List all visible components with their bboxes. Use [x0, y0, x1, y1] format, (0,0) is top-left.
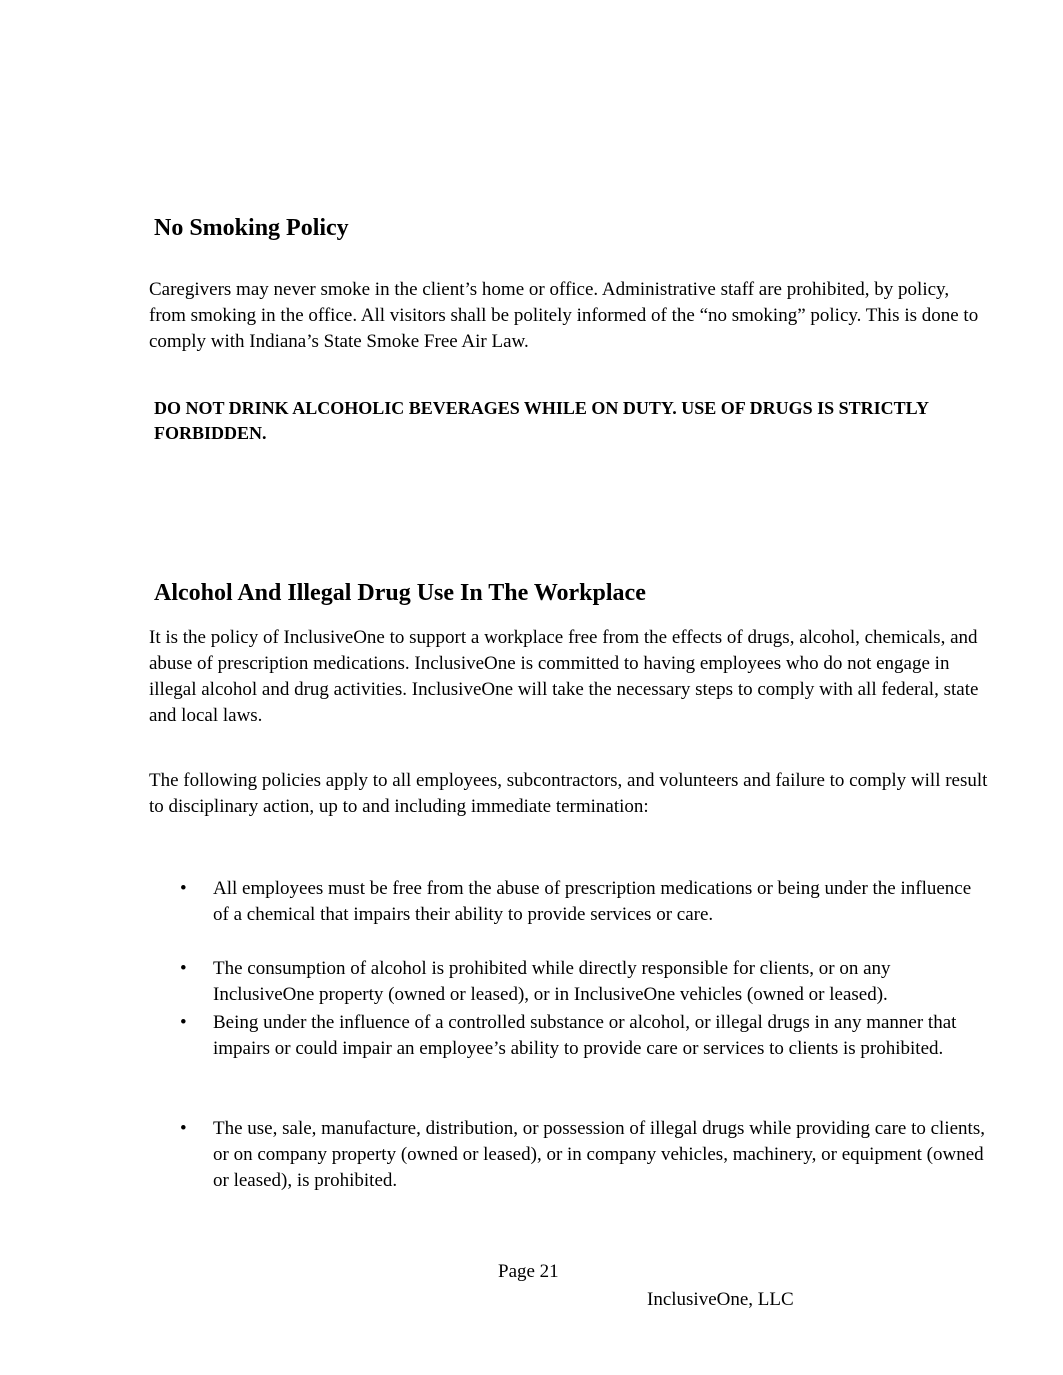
bullet-icon: • — [180, 958, 187, 979]
list-item-text: The use, sale, manufacture, distribution, or possession of illegal drugs while providing care to clients, or on company property (owned or leased), or in company vehicles, machinery, or equipment (owned or leased), is prohibited. — [213, 1118, 985, 1191]
section-heading-no-smoking: No Smoking Policy — [154, 215, 349, 241]
bullet-icon: • — [180, 1012, 187, 1033]
list-item — [180, 956, 990, 1008]
bullet-icon: • — [180, 878, 187, 899]
list-item — [180, 1116, 990, 1194]
list-item-text: Being under the influence of a controlled substance or alcohol, or illegal drugs in any manner that impairs or could impair an employee’s ability to provide care or services to clients is prohibited. — [213, 1012, 957, 1059]
bullet-icon: • — [180, 1118, 187, 1139]
company-name: InclusiveOne, LLC — [647, 1289, 794, 1310]
list-item-text: All employees must be free from the abuse of prescription medications or being under the influence of a chemical that impairs their ability to provide services or care. — [213, 878, 972, 925]
section-heading-alcohol-drug-use: Alcohol And Illegal Drug Use In The Workplace — [154, 580, 646, 606]
drug-policy-paragraph: It is the policy of InclusiveOne to support a workplace free from the effects of drugs, alcohol, chemicals, and abuse of prescription medications. InclusiveOne is committed to having employees who do not engage in illegal alcohol and drug activities. InclusiveOne will take the necessary steps to comply with all federal, state and local laws. — [149, 627, 979, 726]
page-number: Page 21 — [498, 1261, 559, 1282]
list-item-text: The consumption of alcohol is prohibited while directly responsible for clients, or on any InclusiveOne property (owned or leased), or in InclusiveOne vehicles (owned or leased). — [213, 958, 891, 1005]
no-smoking-paragraph: Caregivers may never smoke in the client’s home or office. Administrative staff are prohibited, by policy, from smoking in the office. All visitors shall be politely informed of the “no smoking” policy. This is done to comply with Indiana’s State Smoke Free Air Law. — [149, 279, 979, 352]
alcohol-drugs-warning: DO NOT DRINK ALCOHOLIC BEVERAGES WHILE ON DUTY. USE OF DRUGS IS STRICTLY FORBIDDEN. — [154, 398, 929, 443]
policies-apply-paragraph: The following policies apply to all employees, subcontractors, and volunteers and failure to comply will result to disciplinary action, up to and including immediate termination: — [149, 770, 988, 817]
list-item — [180, 1010, 990, 1062]
list-item — [180, 876, 990, 928]
